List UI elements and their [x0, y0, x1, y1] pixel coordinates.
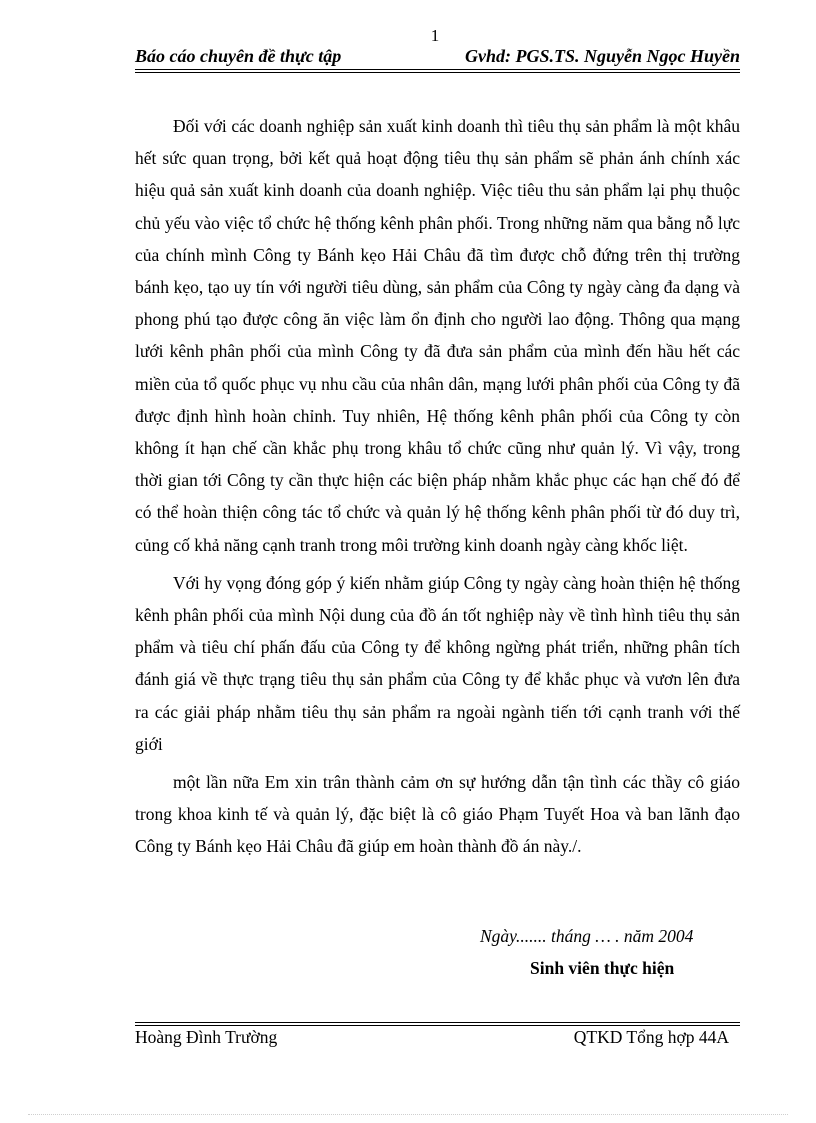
- footer-author: Hoàng Đình Trường: [135, 1027, 278, 1047]
- header-supervisor: Gvhd: PGS.TS. Nguyễn Ngọc Huyền: [465, 46, 740, 66]
- date-line: Ngày....... tháng … . năm 2004: [480, 926, 694, 946]
- footer-class: QTKD Tổng hợp 44A: [573, 1027, 729, 1047]
- document-body: [135, 110, 740, 869]
- page-number: 1: [430, 26, 440, 45]
- page-header: [135, 46, 740, 70]
- header-report-title: Báo cáo chuyên đề thực tập: [135, 46, 342, 66]
- paragraph-3: một lần nữa Em xin trân thành cảm ơn sự hướng dẫn tận tình các thầy cô giáo trong khoa kinh tế và quản lý, đặc biệt là cô giáo Phạm Tuyết Hoa và ban lãnh đạo Công ty Bánh kẹo Hải Châu đã giúp em hoàn thành đồ án này./.: [135, 772, 740, 857]
- page-footer: [135, 1027, 729, 1049]
- paragraph-1: Đối với các doanh nghiệp sản xuất kinh doanh thì tiêu thụ sản phẩm là một khâu hết sức quan trọng, bởi kết quả hoạt động tiêu thụ sản phẩm sẽ phản ánh chính xác hiệu quả sản xuất kinh doanh của doanh nghiệp. Việc tiêu thu sản phẩm lại phụ thuộc chủ yếu vào việc tổ chức hệ thống kênh phân phối. Trong những năm qua bằng nỗ lực của chính mình Công ty Bánh kẹo Hải Châu đã tìm được chỗ đứng trên thị trường bánh kẹo, tạo uy tín với người tiêu dùng, sản phẩm của Công ty ngày càng đa dạng và phong phú tạo được công ăn việc làm ổn định cho người lao động. Thông qua mạng lưới kênh phân phối của mình Công ty đã đưa sản phẩm của mình đến hầu hết các miền của tổ quốc phục vụ nhu cầu của nhân dân, mạng lưới phân phối của Công ty đã được định hình hoàn chỉnh. Tuy nhiên, Hệ thống kênh phân phối của Công ty còn không ít hạn chế cần khắc phụ trong khâu tổ chức cũng như quản lý. Vì vậy, trong thời gian tới Công ty cần thực hiện các biện pháp nhằm khắc phục các hạn chế đó để có thể hoàn thiện công tác tổ chức và quản lý hệ thống kênh phân phối từ đó duy trì, củng cố khả năng cạnh tranh trong môi trường kinh doanh ngày càng khốc liệt.: [135, 116, 740, 555]
- page-bottom-border: [28, 1114, 788, 1115]
- paragraph-2: Với hy vọng đóng góp ý kiến nhằm giúp Công ty ngày càng hoàn thiện hệ thống kênh phân phối của mình Nội dung của đồ án tốt nghiệp này về tình hình tiêu thụ sản phẩm và tiêu chí phấn đấu của Công ty để không ngừng phát triển, những phân tích đánh giá về thực trạng tiêu thụ sản phẩm của Công ty để khắc phục và vươn lên đưa ra các giải pháp nhằm tiêu thụ sản phẩm ra ngoài ngành tiến tới cạnh tranh với thế giới: [135, 572, 740, 754]
- header-divider: [135, 69, 740, 73]
- footer-divider: [135, 1022, 740, 1026]
- signer-label: Sinh viên thực hiện: [530, 958, 675, 978]
